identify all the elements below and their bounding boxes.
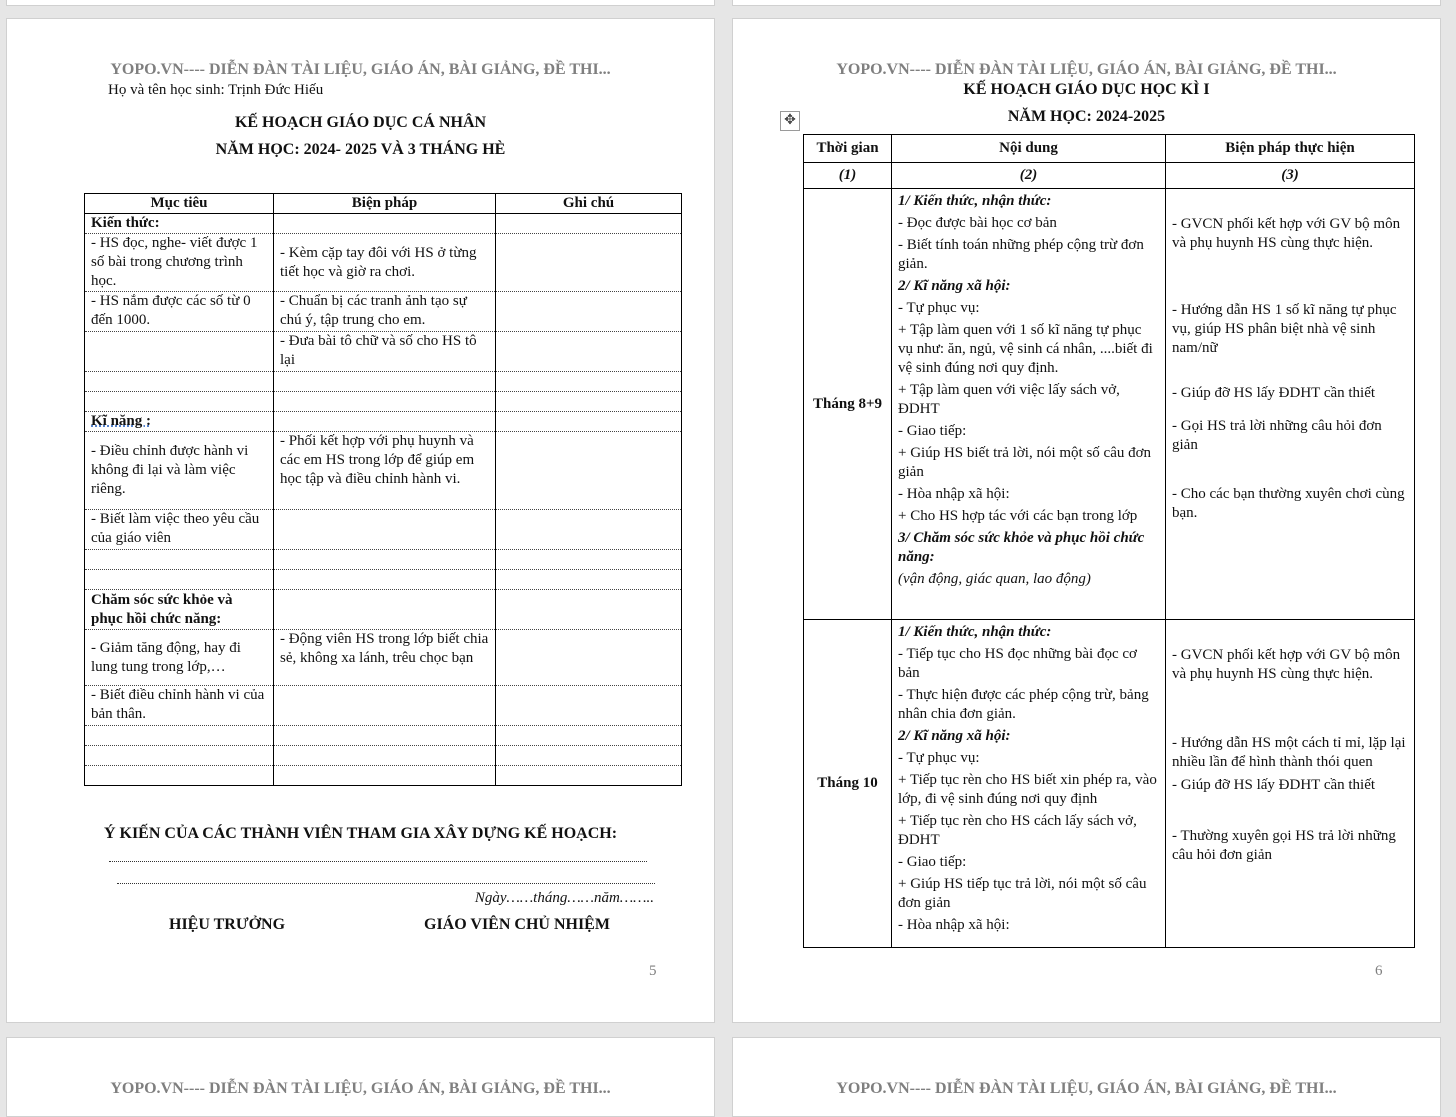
table-move-handle-icon[interactable]: ✥ <box>780 111 800 131</box>
col-header-measures: Biện pháp thực hiện <box>1166 135 1415 163</box>
page-number: 6 <box>1375 963 1383 979</box>
col-header-measure: Biện pháp <box>274 194 496 214</box>
measure-cell: - Chuẩn bị các tranh ảnh tạo sự chú ý, tập trung cho em. <box>274 292 496 332</box>
content-line: - Đọc được bài học cơ bản <box>898 215 1057 231</box>
opinion-line <box>109 861 647 862</box>
page-header: YOPO.VN---- DIỄN ĐÀN TÀI LIỆU, GIÁO ÁN, BÀI GIẢNG, ĐỀ THI... <box>110 61 611 78</box>
measure-item: - GVCN phối kết hợp với GV bộ môn và phụ huynh HS cùng thực hiện. <box>1172 647 1401 682</box>
measure-cell: - Động viên HS trong lớp biết chia sẻ, không xa lánh, trêu chọc bạn <box>274 630 496 686</box>
semester-title: KẾ HOẠCH GIÁO DỤC HỌC KÌ I <box>963 81 1210 98</box>
content-line: - Hòa nhập xã hội: <box>898 917 1010 933</box>
content-line: - Tự phục vụ: <box>898 750 980 766</box>
content-line: + Tiếp tục rèn cho HS biết xin phép ra, vào lớp, đi vệ sinh đúng nơi quy định <box>898 772 1157 807</box>
content-line: 3/ Chăm sóc sức khỏe và phục hồi chức năng: <box>898 530 1145 565</box>
goal-cell: - HS nắm được các số từ 0 đến 1000. <box>85 292 274 332</box>
opinions-title: Ý KIẾN CỦA CÁC THÀNH VIÊN THAM GIA XÂY DỰNG KẾ HOẠCH: <box>103 825 618 842</box>
month-cell: Tháng 10 <box>804 620 892 948</box>
individual-plan-table <box>84 193 682 786</box>
opinion-line <box>117 883 655 884</box>
measure-item: - GVCN phối kết hợp với GV bộ môn và phụ huynh HS cùng thực hiện. <box>1172 216 1401 251</box>
col-header-note: Ghi chú <box>496 194 682 214</box>
content-line: 1/ Kiến thức, nhận thức: <box>898 624 1052 640</box>
col-num: (1) <box>804 163 892 189</box>
content-line: - Thực hiện được các phép cộng trừ, bảng nhân chia đơn giản. <box>898 687 1149 722</box>
measure-item: - Cho các bạn thường xuyên chơi cùng bạn. <box>1172 486 1405 521</box>
plan-subtitle: NĂM HỌC: 2024- 2025 VÀ 3 THÁNG HÈ <box>215 141 506 158</box>
measure-item: - Giúp đỡ HS lấy ĐDHT cần thiết <box>1172 777 1376 793</box>
page-8 <box>732 1037 1441 1117</box>
page-header: YOPO.VN---- DIỄN ĐÀN TÀI LIỆU, GIÁO ÁN, BÀI GIẢNG, ĐỀ THI... <box>836 1080 1337 1097</box>
principal-label: HIỆU TRƯỞNG <box>169 916 286 933</box>
col-num: (3) <box>1166 163 1415 189</box>
page-header: YOPO.VN---- DIỄN ĐÀN TÀI LIỆU, GIÁO ÁN, BÀI GIẢNG, ĐỀ THI... <box>110 1080 611 1097</box>
goal-cell: - Biết điều chỉnh hành vi của bản thân. <box>85 686 274 726</box>
page-6 <box>732 18 1441 1023</box>
content-line: 2/ Kĩ năng xã hội: <box>898 728 1011 744</box>
page-number: 5 <box>649 963 657 979</box>
content-line: + Giúp HS biết trả lời, nói một số câu đơn giản <box>898 445 1152 480</box>
content-line: + Giúp HS tiếp tục trả lời, nói một số câu đơn giản <box>898 876 1147 911</box>
content-line: + Tiếp tục rèn cho HS cách lấy sách vở, ĐDHT <box>898 813 1137 848</box>
measures-cell <box>1166 620 1415 948</box>
content-line: - Tự phục vụ: <box>898 300 980 316</box>
section-health: Chăm sóc sức khỏe và phục hồi chức năng: <box>85 590 274 630</box>
content-line: - Hòa nhập xã hội: <box>898 486 1010 502</box>
measure-item: - Gọi HS trả lời những câu hỏi đơn giản <box>1172 418 1382 453</box>
page-7 <box>6 1037 715 1117</box>
col-header-content: Nội dung <box>892 135 1166 163</box>
col-num: (2) <box>892 163 1166 189</box>
content-cell <box>892 189 1166 620</box>
content-line: + Tập làm quen với 1 số kĩ năng tự phục vụ như: ăn, ngủ, vệ sinh cá nhân, ....biết đi vệ sinh đúng nơi quy định. <box>898 322 1153 376</box>
semester-subtitle: NĂM HỌC: 2024-2025 <box>1007 108 1166 125</box>
col-header-goal: Mục tiêu <box>85 194 274 214</box>
measure-cell: - Đưa bài tô chữ và số cho HS tô lại <box>274 332 496 372</box>
section-knowledge: Kiến thức: <box>85 214 274 234</box>
col-header-time: Thời gian <box>804 135 892 163</box>
teacher-label: GIÁO VIÊN CHỦ NHIỆM <box>424 916 610 933</box>
content-line: (vận động, giác quan, lao động) <box>898 571 1091 587</box>
plan-title: KẾ HOẠCH GIÁO DỤC CÁ NHÂN <box>234 114 487 131</box>
content-line: 2/ Kĩ năng xã hội: <box>898 278 1011 294</box>
measure-item: - Giúp đỡ HS lấy ĐDHT cần thiết <box>1172 385 1376 401</box>
goal-cell: - HS đọc, nghe- viết được 1 số bài trong chương trình học. <box>85 234 274 292</box>
measure-item: - Hướng dẫn HS 1 số kĩ năng tự phục vụ, giúp HS phân biệt nhà vệ sinh nam/nữ <box>1172 302 1397 356</box>
content-line: - Giao tiếp: <box>898 854 967 870</box>
content-cell <box>892 620 1166 948</box>
measures-cell <box>1166 189 1415 620</box>
measure-cell: - Kèm cặp tay đôi với HS ở từng tiết học và giờ ra chơi. <box>274 234 496 292</box>
measure-item: - Thường xuyên gọi HS trả lời những câu hỏi đơn giản <box>1172 828 1396 863</box>
content-line: + Cho HS hợp tác với các bạn trong lớp <box>898 508 1138 524</box>
content-line: + Tập làm quen với việc lấy sách vở, ĐDHT <box>898 382 1120 417</box>
section-skills: Kĩ năng : <box>91 413 152 429</box>
measure-cell: - Phối kết hợp với phụ huynh và các em HS trong lớp để giúp em học tập và điều chỉnh hành vi. <box>274 432 496 510</box>
previous-page-right <box>732 0 1441 6</box>
content-line: 1/ Kiến thức, nhận thức: <box>898 193 1052 209</box>
goal-cell: - Điều chỉnh được hành vi không đi lại và làm việc riêng. <box>85 432 274 510</box>
content-line: - Giao tiếp: <box>898 423 967 439</box>
semester-plan-table <box>803 134 1415 948</box>
content-line: - Tiếp tục cho HS đọc những bài đọc cơ bản <box>898 646 1137 681</box>
goal-cell: - Biết làm việc theo yêu cầu của giáo viên <box>85 510 274 550</box>
date-line: Ngày……tháng……năm…….. <box>474 890 654 906</box>
page-header: YOPO.VN---- DIỄN ĐÀN TÀI LIỆU, GIÁO ÁN, BÀI GIẢNG, ĐỀ THI... <box>836 61 1337 78</box>
content-line: - Biết tính toán những phép cộng trừ đơn giản. <box>898 237 1144 272</box>
month-cell: Tháng 8+9 <box>804 189 892 620</box>
goal-cell: - Giảm tăng động, hay đi lung tung trong lớp,… <box>91 639 241 675</box>
previous-page-left <box>6 0 715 6</box>
page-5 <box>6 18 715 1023</box>
measure-item: - Hướng dẫn HS một cách tỉ mỉ, lặp lại nhiều lần để hình thành thói quen <box>1172 735 1406 770</box>
student-name: Họ và tên học sinh: Trịnh Đức Hiếu <box>108 82 324 98</box>
